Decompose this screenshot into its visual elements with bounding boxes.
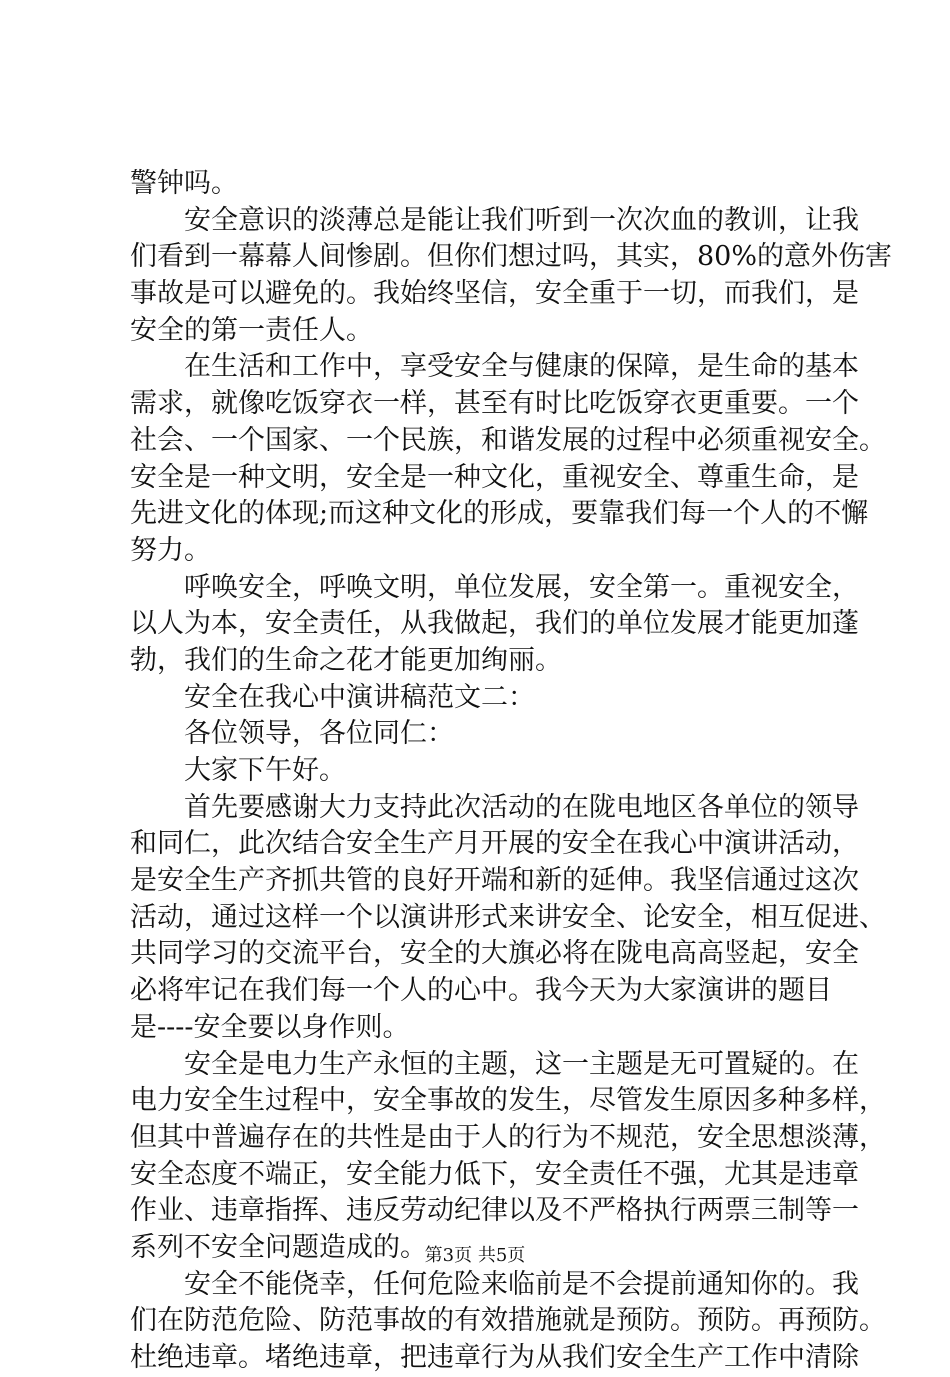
- text-line: 们在防范危险、防范事故的有效措施就是预防。预防。再预防。: [130, 1305, 886, 1337]
- text-line: 各位领导，各位同仁：: [184, 718, 454, 750]
- text-line: 安全的第一责任人。: [130, 314, 373, 346]
- text-line: 是----安全要以身作则。: [130, 1011, 410, 1043]
- text-line: 需求，就像吃饭穿衣一样，甚至有时比吃饭穿衣更重要。一个: [130, 388, 859, 420]
- text-line: 安全是电力生产永恒的主题，这一主题是无可置疑的。在: [184, 1048, 859, 1080]
- text-line: 作业、违章指挥、违反劳动纪律以及不严格执行两票三制等一: [130, 1195, 859, 1227]
- text-line: 们看到一幕幕人间惨剧。但你们想过吗，其实，80%的意外伤害: [130, 241, 893, 273]
- text-line: 先进文化的体现;而这种文化的形成，要靠我们每一个人的不懈: [130, 498, 869, 530]
- text-line: 活动，通过这样一个以演讲形式来讲安全、论安全，相互促进、: [130, 901, 886, 933]
- text-line: 呼唤安全，呼唤文明，单位发展，安全第一。重视安全，: [184, 571, 859, 603]
- text-line: 是安全生产齐抓共管的良好开端和新的延伸。我坚信通过这次: [130, 865, 859, 897]
- text-line: 大家下午好。: [184, 755, 346, 786]
- text-line: 警钟吗。: [130, 168, 238, 199]
- text-line: 电力安全生过程中，安全事故的发生，尽管发生原因多种多样，: [130, 1085, 886, 1117]
- text-line: 在生活和工作中，享受安全与健康的保障，是生命的基本: [184, 351, 859, 383]
- text-line: 安全是一种文明，安全是一种文化，重视安全、尊重生命，是: [130, 461, 859, 493]
- text-line: 共同学习的交流平台，安全的大旗必将在陇电高高竖起，安全: [130, 938, 859, 970]
- text-line: 首先要感谢大力支持此次活动的在陇电地区各单位的领导: [184, 791, 859, 823]
- text-line: 安全在我心中演讲稿范文二：: [184, 681, 535, 713]
- text-line: 安全态度不端正，安全能力低下，安全责任不强，尤其是违章: [130, 1158, 859, 1190]
- text-line: 安全意识的淡薄总是能让我们听到一次次血的教训，让我: [184, 204, 859, 236]
- text-line: 但其中普遍存在的共性是由于人的行为不规范，安全思想淡薄，: [130, 1121, 886, 1153]
- text-line: 系列不安全问题造成的。: [130, 1231, 427, 1263]
- text-line: 社会、一个国家、一个民族，和谐发展的过程中必须重视安全。: [130, 424, 886, 456]
- text-line: 安全不能侥幸，任何危险来临前是不会提前通知你的。我: [184, 1268, 859, 1300]
- text-line: 必将牢记在我们每一个人的心中。我今天为大家演讲的题目: [130, 975, 832, 1007]
- text-line: 勃，我们的生命之花才能更加绚丽。: [130, 644, 562, 676]
- page-footer: 第3页 共5页: [424, 1245, 526, 1266]
- text-line: 杜绝违章。堵绝违章，把违章行为从我们安全生产工作中清除: [130, 1342, 859, 1373]
- text-line: 事故是可以避免的。我始终坚信，安全重于一切，而我们，是: [130, 278, 859, 310]
- text-line: 和同仁，此次结合安全生产月开展的安全在我心中演讲活动，: [130, 828, 859, 860]
- text-line: 以人为本，安全责任，从我做起，我们的单位发展才能更加蓬: [130, 608, 859, 640]
- text-line: 努力。: [130, 534, 211, 566]
- document-body: [130, 166, 893, 1377]
